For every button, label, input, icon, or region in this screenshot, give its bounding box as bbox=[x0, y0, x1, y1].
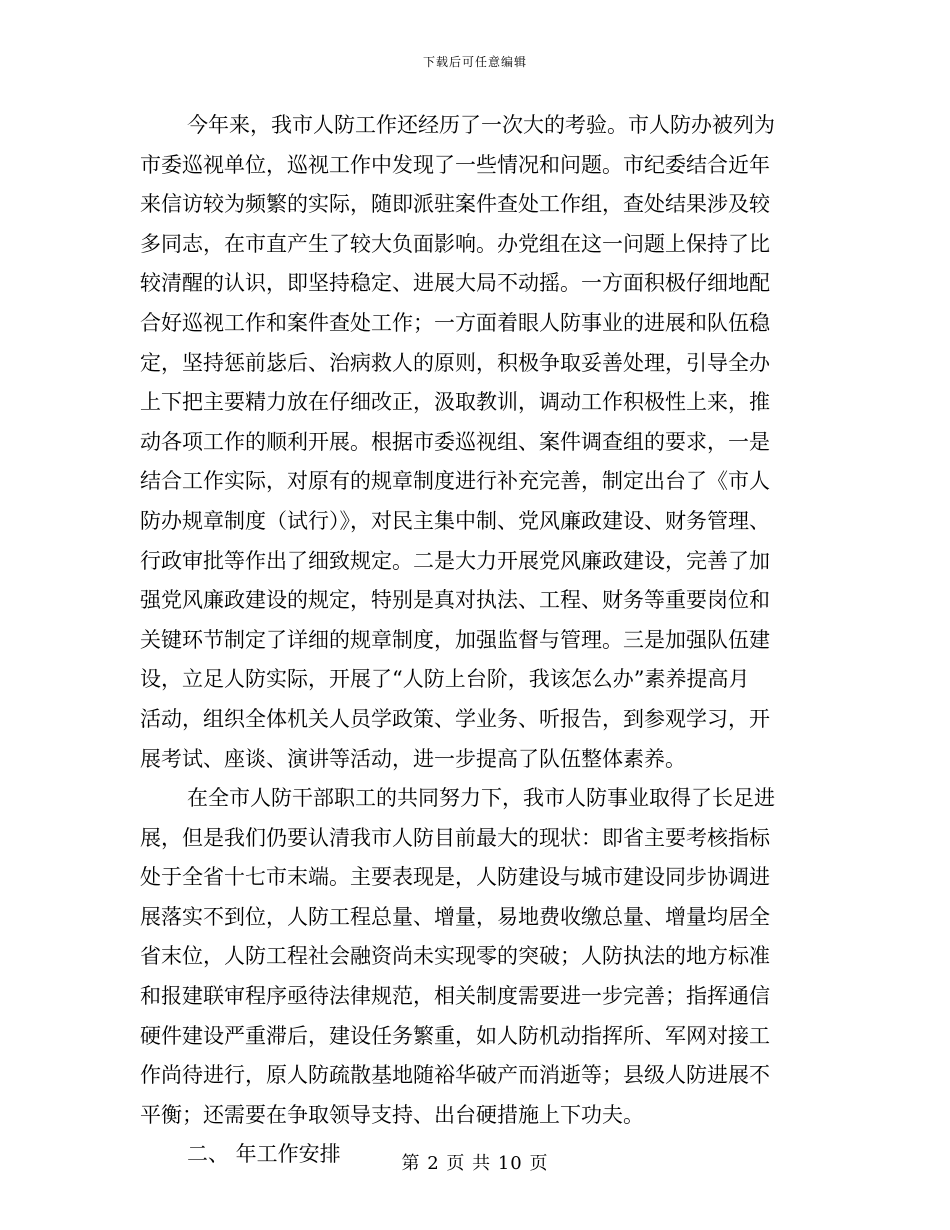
paragraph-2 bbox=[140, 779, 820, 1135]
paragraph-line: 动各项工作的顺利开展。根据市委巡视组、案件调查组的要求，一是 bbox=[140, 429, 770, 454]
paragraph-line: 展落实不到位，人防工程总量、增量，易地费收缴总量、增量均居全 bbox=[140, 904, 770, 929]
paragraph-line: 今年来，我市人防工作还经历了一次大的考验。市人防办被列为 bbox=[187, 113, 775, 137]
paragraph-line: 强党风廉政建设的规定，特别是真对执法、工程、财务等重要岗位和 bbox=[140, 588, 770, 613]
paragraph-line: 来信访较为频繁的实际，随即派驻案件查处工作组，查处结果涉及较 bbox=[140, 192, 770, 217]
paragraph-line: 硬件建设严重滞后，建设任务繁重，如人防机动指挥所、军网对接工 bbox=[140, 1023, 770, 1048]
paragraph-line: 活动，组织全体机关人员学政策、学业务、听报告，到参观学习，开 bbox=[140, 706, 770, 731]
paragraph-line: 关键环节制定了详细的规章制度，加强监督与管理。三是加强队伍建 bbox=[140, 627, 770, 652]
paragraph-line: 行政审批等作出了细致规定。二是大力开展党风廉政建设，完善了加 bbox=[140, 548, 770, 573]
paragraph-line: 合好巡视工作和案件查处工作；一方面着眼人防事业的进展和队伍稳 bbox=[140, 310, 770, 335]
paragraph-line: 展考试、座谈、演讲等活动，进一步提高了队伍整体素养。 bbox=[140, 746, 686, 771]
paragraph-line: 市委巡视单位，巡视工作中发现了一些情况和问题。市纪委结合近年 bbox=[140, 152, 770, 177]
paragraph-line: 设，立足人防实际，开展了“人防上台阶，我该怎么办”素养提高月 bbox=[140, 667, 750, 692]
paragraph-line: 在全市人防干部职工的共同努力下，我市人防事业取得了长足进 bbox=[187, 786, 775, 811]
paragraph-1 bbox=[140, 106, 820, 779]
paragraph-line: 展，但是我们仍要认清我市人防目前最大的现状：即省主要考核指标 bbox=[140, 825, 770, 850]
paragraph-line: 作尚待进行，原人防疏散基地随裕华破产而消逝等；县级人防进展不 bbox=[140, 1063, 770, 1088]
paragraph-line: 防办规章制度（试行）》，对民主集中制、党风廉政建设、财务管理、 bbox=[140, 508, 770, 533]
document-body bbox=[140, 106, 820, 1175]
paragraph-line: 上下把主要精力放在仔细改正，汲取教训，调动工作积极性上来，推 bbox=[140, 390, 770, 415]
page-footer: 第 2 页 共 10 页 bbox=[401, 1153, 549, 1174]
paragraph-line: 处于全省十七市末端。主要表现是，人防建设与城市建设同步协调进 bbox=[140, 865, 770, 890]
paragraph-line: 和报建联审程序亟待法律规范，相关制度需要进一步完善；指挥通信 bbox=[140, 984, 770, 1009]
paragraph-line: 平衡；还需要在争取领导支持、出台硬措施上下功夫。 bbox=[140, 1102, 644, 1127]
section-heading: 二、 年工作安排 bbox=[187, 1142, 341, 1167]
paragraph-line: 结合工作实际，对原有的规章制度进行补充完善，制定出台了《市人 bbox=[140, 469, 770, 494]
paragraph-line: 较清醒的认识，即坚持稳定、进展大局不动摇。一方面积极仔细地配 bbox=[140, 271, 770, 296]
paragraph-line: 省末位，人防工程社会融资尚未实现零的突破；人防执法的地方标准 bbox=[140, 944, 770, 969]
paragraph-line: 多同志，在市直产生了较大负面影响。办党组在这一问题上保持了比 bbox=[140, 231, 770, 256]
paragraph-line: 定，坚持惩前毖后、治病救人的原则，积极争取妥善处理，引导全办 bbox=[140, 350, 770, 375]
page-header: 下载后可任意编辑 bbox=[422, 55, 527, 69]
